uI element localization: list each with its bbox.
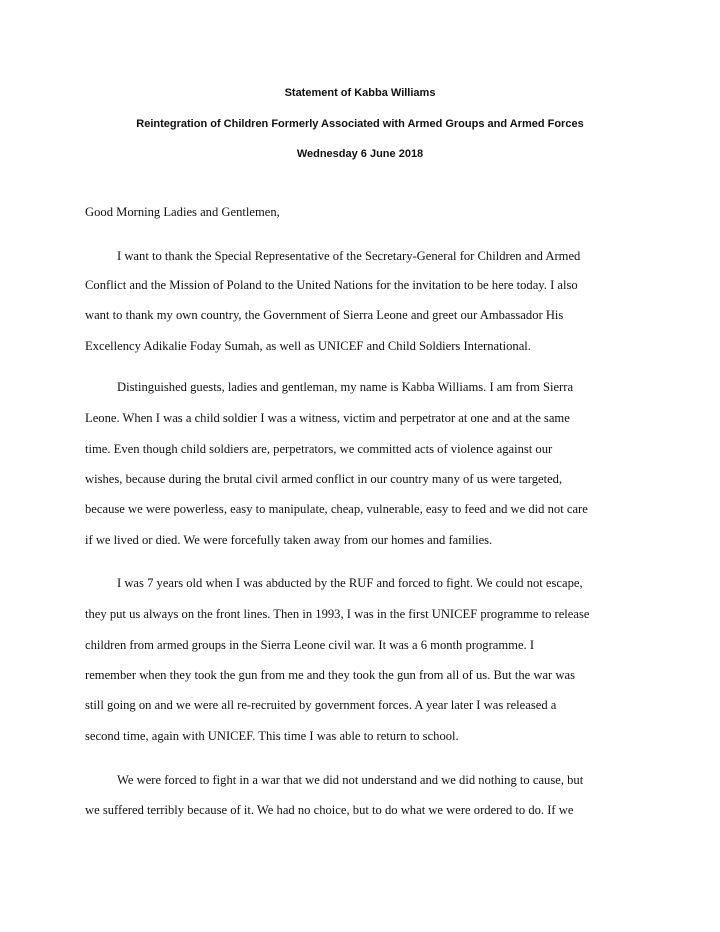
paragraph-2-line-6: if we lived or died. We were forcefully taken away from our homes and families. bbox=[85, 533, 493, 547]
document-title: Statement of Kabba Williams bbox=[284, 87, 436, 99]
paragraph-3-line-1: I was 7 years old when I was abducted by the RUF and forced to fight. We could not escape, bbox=[117, 576, 583, 590]
paragraph-1-line-3: want to thank my own country, the Government of Sierra Leone and greet our Ambassador His bbox=[85, 308, 564, 322]
paragraph-2-line-4: wishes, because during the brutal civil armed conflict in our country many of us were targeted, bbox=[85, 472, 563, 486]
document-subtitle: Reintegration of Children Formerly Associated with Armed Groups and Armed Forces bbox=[136, 118, 584, 130]
greeting: Good Morning Ladies and Gentlemen, bbox=[85, 205, 280, 219]
paragraph-3-line-2: they put us always on the front lines. Then in 1993, I was in the first UNICEF programme to release bbox=[85, 607, 590, 621]
paragraph-2-line-5: because we were powerless, easy to manipulate, cheap, vulnerable, easy to feed and we did not care bbox=[85, 502, 588, 516]
paragraph-2-line-1: Distinguished guests, ladies and gentleman, my name is Kabba Williams. I am from Sierra bbox=[117, 380, 574, 394]
paragraph-3-line-5: still going on and we were all re-recruited by government forces. A year later I was released a bbox=[85, 698, 557, 712]
document-date: Wednesday 6 June 2018 bbox=[296, 148, 424, 160]
paragraph-4-line-1: We were forced to fight in a war that we did not understand and we did nothing to cause, but bbox=[117, 773, 584, 787]
paragraph-2-line-2: Leone. When I was a child soldier I was a witness, victim and perpetrator at one and at the same bbox=[85, 411, 570, 425]
paragraph-3-line-6: second time, again with UNICEF. This time I was able to return to school. bbox=[85, 729, 459, 743]
paragraph-3-line-4: remember when they took the gun from me and they took the gun from all of us. But the war was bbox=[85, 668, 575, 682]
paragraph-1-line-4: Excellency Adikalie Foday Sumah, as well as UNICEF and Child Soldiers International. bbox=[85, 339, 531, 353]
paragraph-4-line-2: we suffered terribly because of it. We had no choice, but to do what we were ordered to do. If we bbox=[85, 803, 574, 817]
paragraph-3-line-3: children from armed groups in the Sierra Leone civil war. It was a 6 month programme. I bbox=[85, 638, 535, 652]
paragraph-2-line-3: time. Even though child soldiers are, perpetrators, we committed acts of violence against our bbox=[85, 442, 553, 456]
paragraph-1-line-2: Conflict and the Mission of Poland to the United Nations for the invitation to be here today. I also bbox=[85, 278, 578, 292]
paragraph-1-line-1: I want to thank the Special Representative of the Secretary-General for Children and Armed bbox=[117, 249, 581, 263]
